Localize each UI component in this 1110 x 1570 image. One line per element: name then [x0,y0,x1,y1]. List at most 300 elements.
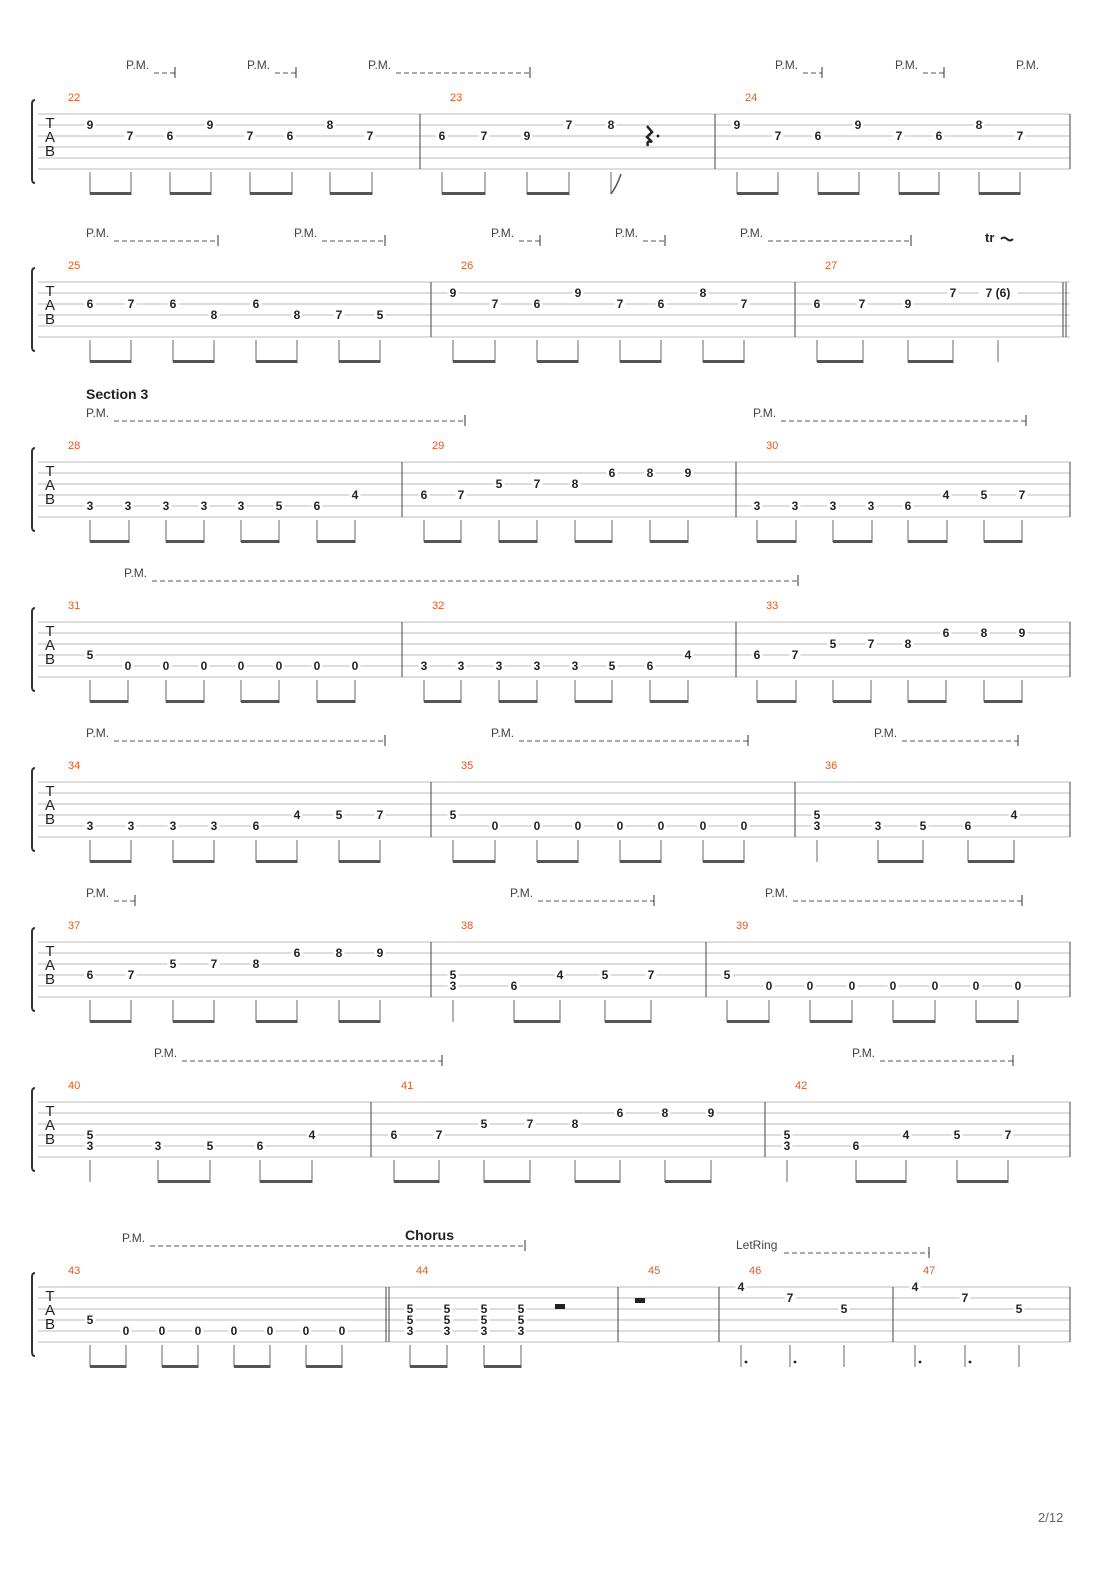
fret-number: 9 [707,1106,715,1120]
note-beam [537,860,579,863]
fret-number: 5 [829,637,837,651]
palm-mute-label: P.M. [615,226,639,240]
tab-clef-letter: B [44,1316,56,1333]
note-beam [620,860,662,863]
note-beam [817,360,864,363]
fret-number: 5 [86,1128,94,1142]
fret-number: 9 [86,118,94,132]
fret-number: 7 [961,1291,969,1305]
fret-number: 4 [351,488,359,502]
note-beam [173,860,215,863]
bar-number: 29 [432,440,445,452]
palm-mute-label: P.M. [775,58,799,72]
bar-number: 22 [68,92,81,104]
fret-number: 0 [765,979,773,993]
fret-number: 9 [1018,626,1026,640]
note-beam [442,192,486,195]
fret-number: 8 [293,308,301,322]
note-beam [424,540,462,543]
fret-number: 0 [124,659,132,673]
note-beam [810,1020,853,1023]
fret-number: 7 [647,968,655,982]
fret-number: 8 [607,118,615,132]
fret-number: 9 [523,129,531,143]
tab-system [32,67,1070,195]
fret-number: 5 [953,1128,961,1142]
fret-number: 7 [246,129,254,143]
fret-number: 0 [972,979,980,993]
fret-number: 7 [867,637,875,651]
fret-number: 0 [533,819,541,833]
tab-clef-letter: T [45,1288,55,1305]
fret-number: 3 [237,499,245,513]
fret-number: 5 [443,1313,451,1327]
fret-number: 7 [127,968,135,982]
fret-number: 5 [813,808,821,822]
fret-number: 4 [293,808,301,822]
fret-number: 0 [574,819,582,833]
palm-mute-label: P.M. [740,226,764,240]
fret-number: 7 [1016,129,1024,143]
note-beam [737,192,779,195]
fret-number: 8 [326,118,334,132]
tab-clef-letter: T [45,623,55,640]
fret-number: 5 [723,968,731,982]
bar-number: 28 [68,440,81,452]
palm-mute-label: P.M. [895,58,919,72]
palm-mute-label: P.M. [154,1046,178,1060]
fret-number: 0 [266,1324,274,1338]
fret-number: 7 [1004,1128,1012,1142]
bar-number: 46 [749,1265,762,1277]
note-beam [484,1365,522,1368]
fret-number: 0 [338,1324,346,1338]
palm-mute-label: P.M. [491,726,515,740]
tab-clef-letter: A [44,1302,56,1319]
fret-number: 6 [390,1128,398,1142]
bar-number: 44 [416,1265,429,1277]
note-beam [173,360,215,363]
fret-number: 3 [495,659,503,673]
note-beam [575,700,613,703]
note-beam [90,360,132,363]
palm-mute-label: P.M. [852,1046,876,1060]
fret-number: 7 [526,1117,534,1131]
fret-number: 4 [902,1128,910,1142]
fret-number: 6 [313,499,321,513]
fret-number: 6 [533,297,541,311]
fret-number: 7 [491,297,499,311]
fret-number: 3 [517,1324,525,1338]
trill-marking: tr [985,230,995,245]
fret-number: 0 [158,1324,166,1338]
fret-number: 0 [162,659,170,673]
fret-number: 7 [858,297,866,311]
note-beam [984,700,1023,703]
fret-number: 0 [740,819,748,833]
note-beam [499,540,538,543]
note-beam [899,192,940,195]
tab-system [32,575,1070,703]
fret-number: 5 [480,1117,488,1131]
chorus-title: Chorus [405,1227,454,1243]
fret-number: 0 [275,659,283,673]
fret-number: 5 [480,1313,488,1327]
bar-number: 32 [432,600,445,612]
note-beam [306,1365,343,1368]
bar-number: 35 [461,760,474,772]
note-beam [158,1180,211,1183]
note-beam [256,360,298,363]
fret-number: 5 [206,1139,214,1153]
fret-number: 7 [366,129,374,143]
bar-number: 36 [825,760,838,772]
fret-number: 0 [313,659,321,673]
fret-number: 8 [904,637,912,651]
bar-number: 31 [68,600,81,612]
fret-number: 9 [854,118,862,132]
fret-number: 3 [443,1324,451,1338]
note-beam [90,1020,132,1023]
fret-number: 6 [646,659,654,673]
note-beam [893,1020,936,1023]
fret-number: 5 [86,648,94,662]
fret-number: 5 [335,808,343,822]
fret-number: 6 [86,297,94,311]
note-beam [394,1180,440,1183]
bar-number: 41 [401,1080,414,1092]
note-beam [453,860,496,863]
fret-number: 6 [657,297,665,311]
note-beam [90,700,129,703]
fret-number: 7 [127,297,135,311]
fret-number: 3 [753,499,761,513]
tab-clef-letter: B [44,311,56,328]
fret-number: 7 [565,118,573,132]
palm-mute-label: P.M. [491,226,515,240]
fret-number: 4 [308,1128,316,1142]
fret-number: 5 [1015,1302,1023,1316]
tab-clef-letter: B [44,971,56,988]
tab-clef-letter: T [45,115,55,132]
fret-number: 5 [783,1128,791,1142]
note-beam [317,540,356,543]
fret-number: 6 [166,129,174,143]
system-bracket [32,448,35,531]
note-beam [241,540,280,543]
fret-number: 3 [210,819,218,833]
fret-number: 8 [571,1117,579,1131]
note-beam [833,540,873,543]
fret-number: 6 [169,297,177,311]
note-beam [90,860,132,863]
fret-number: 3 [571,659,579,673]
fret-number: 3 [791,499,799,513]
fret-number: 3 [783,1139,791,1153]
note-beam [256,1020,298,1023]
note-beam [170,192,212,195]
fret-number: 4 [556,968,564,982]
note-beam [234,1365,271,1368]
fret-number: 6 [753,648,761,662]
note-beam [703,860,745,863]
note-beam [650,700,689,703]
fret-number: 5 [275,499,283,513]
note-beam [339,360,381,363]
whole-rest [635,1298,645,1303]
note-beam [957,1180,1009,1183]
fret-number: 0 [699,819,707,833]
bar-number: 37 [68,920,81,932]
tab-clef-letter: A [44,477,56,494]
bar-number: 47 [923,1265,936,1277]
fret-number: 4 [1010,808,1018,822]
note-beam [339,860,381,863]
note-beam [575,1180,621,1183]
palm-mute-label: P.M. [122,1231,146,1245]
fret-number: 7 [791,648,799,662]
bar-number: 40 [68,1080,81,1092]
fret-number: 9 [684,466,692,480]
system-bracket [32,928,35,1011]
note-beam [537,360,579,363]
fret-number: 5 [980,488,988,502]
fret-number: 3 [154,1139,162,1153]
bar-number: 39 [736,920,749,932]
tab-clef-letter: B [44,143,56,160]
note-beam [575,540,613,543]
fret-number: 7 [740,297,748,311]
fret-number: 3 [449,979,457,993]
note-beam [757,700,797,703]
bar-number: 42 [795,1080,808,1092]
note-beam [514,1020,561,1023]
fret-number: 3 [420,659,428,673]
note-beam [250,192,293,195]
fret-number: 0 [230,1324,238,1338]
fret-number: 0 [931,979,939,993]
fret-number: 0 [491,819,499,833]
fret-number: 0 [351,659,359,673]
tab-clef-letter: B [44,1131,56,1148]
tab-system [32,1240,1070,1368]
note-beam [968,860,1015,863]
fret-number: 7 [480,129,488,143]
note-beam [833,700,872,703]
note-beam [856,1180,907,1183]
note-beam [908,540,948,543]
fret-number: 3 [86,499,94,513]
bar-number: 43 [68,1265,81,1277]
fret-number: 4 [942,488,950,502]
palm-mute-label: P.M. [510,886,534,900]
note-beam [878,860,924,863]
fret-number: 9 [733,118,741,132]
fret-number: 6 [510,979,518,993]
fret-number: 9 [376,946,384,960]
bar-number: 25 [68,260,81,272]
tab-system [32,415,1070,543]
fret-number: 6 [852,1139,860,1153]
palm-mute-label: P.M. [86,406,110,420]
fret-number: 7 [126,129,134,143]
fret-number: 7 [376,808,384,822]
fret-number: 5 [86,1313,94,1327]
fret-number: 6 [86,968,94,982]
system-bracket [32,608,35,691]
fret-number: 7 [1018,488,1026,502]
fret-number: 7 [895,129,903,143]
tab-clef-letter: T [45,783,55,800]
fret-number: 8 [661,1106,669,1120]
fret-number: 3 [406,1324,414,1338]
trill-wave [1001,238,1013,241]
fret-number: 3 [867,499,875,513]
tab-clef-letter: B [44,651,56,668]
note-beam [979,192,1021,195]
fret-number: 8 [975,118,983,132]
dot [969,1361,972,1364]
fret-number: 5 [919,819,927,833]
bar-number: 34 [68,760,81,772]
fret-number: 8 [980,626,988,640]
bar-number: 33 [766,600,779,612]
palm-mute-label: P.M. [294,226,318,240]
dot [919,1361,922,1364]
fret-number: 3 [533,659,541,673]
fret-number: 9 [904,297,912,311]
fret-number: 7 [616,297,624,311]
note-beam [260,1180,313,1183]
dot [745,1361,748,1364]
tab-clef-letter: A [44,297,56,314]
fret-number: 5 [601,968,609,982]
fret-number: 7 [533,477,541,491]
fret-number: 6 [608,466,616,480]
fret-number: 8 [699,286,707,300]
fret-number: 5 [449,968,457,982]
fret-number: 5 [608,659,616,673]
fret-number: 3 [829,499,837,513]
fret-number: 5 [169,957,177,971]
note-beam [166,700,205,703]
note-beam [90,1365,127,1368]
bar-number: 27 [825,260,838,272]
note-beam [173,1020,215,1023]
system-bracket [32,100,35,183]
fret-number: 0 [657,819,665,833]
fret-number: 6 [286,129,294,143]
half-rest [555,1304,565,1309]
fret-number: 4 [684,648,692,662]
fret-number: 6 [814,129,822,143]
fret-number: 6 [256,1139,264,1153]
note-beam [757,540,797,543]
fret-number: 4 [737,1280,745,1294]
fret-number: 0 [848,979,856,993]
system-bracket [32,268,35,351]
tab-system [32,735,1070,863]
note-beam [90,540,130,543]
note-beam [484,1180,531,1183]
fret-number: 6 [252,297,260,311]
bar-number: 24 [745,92,758,104]
fret-number: 5 [406,1302,414,1316]
fret-number: 7 (6) [985,286,1011,300]
note-beam [703,360,745,363]
fret-number: 5 [840,1302,848,1316]
fret-number: 6 [935,129,943,143]
tab-clef-letter: A [44,957,56,974]
note-beam [665,1180,712,1183]
fret-number: 5 [443,1302,451,1316]
note-beam [908,700,947,703]
note-beam [424,700,462,703]
fret-number: 6 [420,488,428,502]
note-beam [818,192,860,195]
tab-clef-letter: T [45,283,55,300]
let-ring-label: LetRing [736,1238,778,1252]
fret-number: 5 [495,477,503,491]
fret-number: 3 [86,1139,94,1153]
system-bracket [32,1088,35,1171]
fret-number: 7 [774,129,782,143]
fret-number: 6 [904,499,912,513]
fret-number: 6 [964,819,972,833]
fret-number: 5 [376,308,384,322]
tab-clef-letter: B [44,491,56,508]
fret-number: 0 [237,659,245,673]
palm-mute-label: P.M. [874,726,898,740]
palm-mute-label: P.M. [1016,58,1040,72]
fret-number: 7 [435,1128,443,1142]
fret-number: 0 [194,1324,202,1338]
fret-number: 9 [449,286,457,300]
palm-mute-label: P.M. [368,58,392,72]
tab-clef-letter: A [44,637,56,654]
page-number: 2/12 [1038,1510,1064,1525]
note-beam [241,700,280,703]
note-beam [453,360,496,363]
bar-number: 30 [766,440,779,452]
fret-number: 3 [169,819,177,833]
note-beam [256,860,298,863]
fret-number: 7 [457,488,465,502]
note-beam [984,540,1023,543]
note-beam [527,192,570,195]
note-beam [330,192,373,195]
fret-number: 6 [293,946,301,960]
note-beam [976,1020,1019,1023]
note-beam [499,700,538,703]
fret-number: 8 [252,957,260,971]
note-beam [650,540,689,543]
section-title: Section 3 [86,386,149,402]
fret-number: 5 [517,1313,525,1327]
fret-number: 0 [806,979,814,993]
fret-number: 3 [457,659,465,673]
note-beam [605,1020,652,1023]
dot [794,1361,797,1364]
fret-number: 6 [813,297,821,311]
fret-number: 3 [874,819,882,833]
note-beam [317,700,356,703]
fret-number: 3 [813,819,821,833]
tab-system [32,895,1070,1023]
palm-mute-label: P.M. [86,726,110,740]
bar-number: 45 [648,1265,661,1277]
fret-number: 0 [616,819,624,833]
